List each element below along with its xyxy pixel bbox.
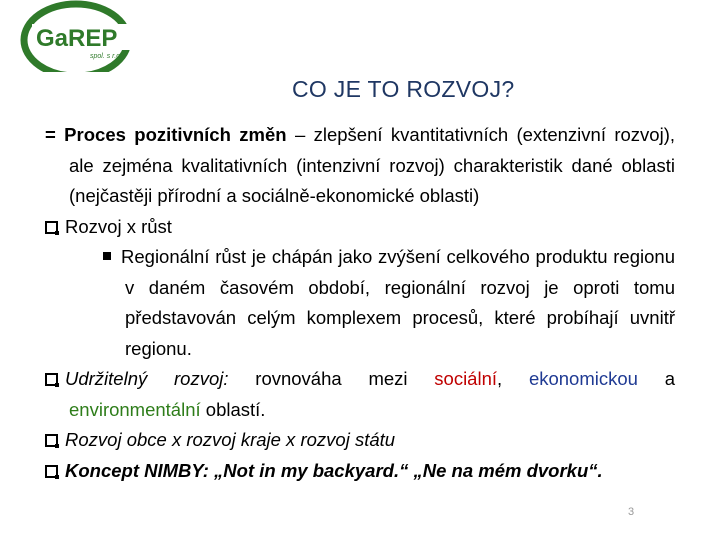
levels-item (45, 425, 675, 456)
page-title: CO JE TO ROZVOJ? (292, 76, 515, 102)
logo-subtext: spol. s r.o. (90, 53, 123, 60)
page-number: 3 (628, 506, 635, 518)
logo-text: GaREP (36, 25, 118, 52)
growth-subitem (45, 242, 675, 364)
square-bullet-icon (103, 252, 111, 260)
sustainable-item (45, 364, 675, 425)
sustainable-label: Udržitelný rozvoj: (65, 368, 229, 389)
sustainable-text-2: a (637, 368, 676, 389)
nimby-text: Koncept NIMBY: „Not in my backyard.“ „Ne na mém dvorku“. (65, 459, 603, 481)
growth-item (45, 212, 675, 243)
checkbox-bullet-icon (45, 465, 58, 478)
sustainable-text-3: oblastí. (200, 398, 266, 420)
garep-logo (18, 0, 134, 72)
nimby-item (45, 456, 675, 487)
definition-prefix: = Proces pozitivních změn (45, 124, 287, 145)
checkbox-bullet-icon (45, 221, 58, 234)
sustainable-social: sociální (434, 368, 498, 389)
growth-subitem-text: Regionální růst je chápán jako zvýšení celkového produktu regionu v daném časovém období, regionální rozvoj je oproti tomu představován celým komplexem procesů, které probíhají uvnitř regionu. (121, 246, 675, 359)
sustainable-text-1: rovnováha mezi (228, 368, 435, 389)
growth-heading: Rozvoj x růst (65, 215, 172, 237)
checkbox-bullet-icon (45, 373, 58, 386)
slide-content (45, 120, 675, 486)
definition-text: – zlepšení kvantitativních (extenzivní rozvoj), ale zejména kvalitativních (intenzivní rozvoj) charakteristik dané oblasti (nejčastěji přírodní a sociálně-ekonomické oblasti) (69, 124, 675, 206)
sustainable-comma: , (497, 368, 529, 389)
definition-paragraph (45, 120, 675, 212)
levels-text: Rozvoj obce x rozvoj kraje x rozvoj státu (65, 429, 396, 450)
sustainable-environmental: environmentální (69, 398, 201, 420)
sustainable-economic: ekonomickou (528, 368, 638, 389)
garep-logo-graphic (18, 0, 134, 72)
checkbox-bullet-icon (45, 434, 58, 447)
